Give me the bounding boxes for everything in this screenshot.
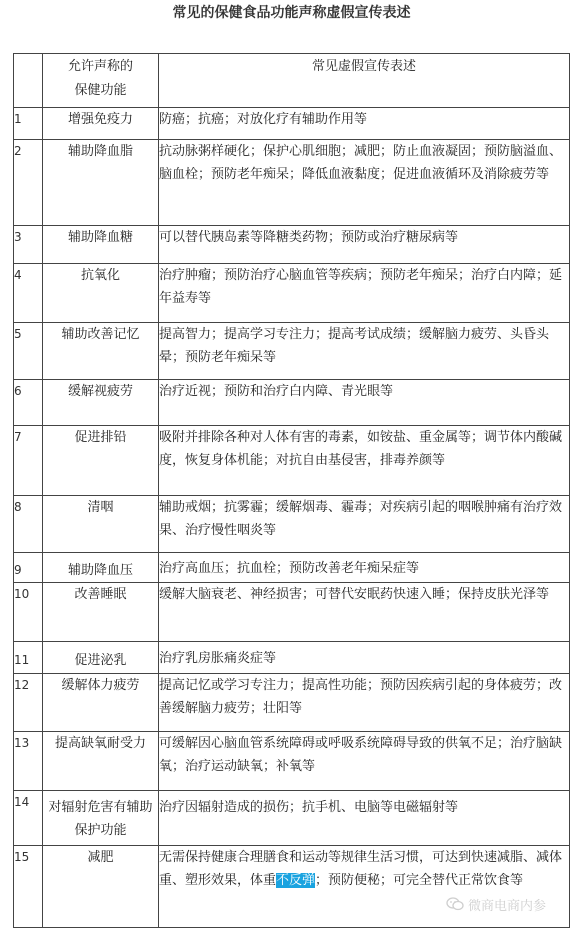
row-description: 治疗因辐射造成的损伤；抗手机、电脑等电磁辐射等 <box>159 791 570 846</box>
row-function: 促进泌乳 <box>43 642 159 674</box>
row-number: 3 <box>14 226 43 264</box>
row-function: 提高缺氧耐受力 <box>43 732 159 791</box>
row-description: 缓解大脑衰老、神经损害；可替代安眠药快速入睡；保持皮肤光泽等 <box>159 583 570 642</box>
row-description: 抗动脉粥样硬化；保护心肌细胞；减肥；防止血液凝固；预防脑溢血、脑血栓；预防老年痴呆；降低血液黏度；促进血液循环及消除疲劳等 <box>159 140 570 226</box>
row-function: 辅助改善记忆 <box>43 323 159 380</box>
selected-text-highlight[interactable]: 不反弹 <box>276 873 316 888</box>
row-number: 12 <box>14 674 43 732</box>
row-function: 辅助降血压 <box>43 553 159 583</box>
table-row <box>14 846 570 928</box>
row-number: 9 <box>14 553 43 583</box>
table-row <box>14 264 570 323</box>
table-row <box>14 496 570 553</box>
row-function: 对辐射危害有辅助保护功能 <box>43 791 159 846</box>
row-number: 14 <box>14 791 43 846</box>
table-row <box>14 583 570 642</box>
row-function: 改善睡眠 <box>43 583 159 642</box>
row-number: 10 <box>14 583 43 642</box>
row-description <box>159 846 570 928</box>
row-function: 促进排铅 <box>43 426 159 496</box>
row-function: 辅助降血糖 <box>43 226 159 264</box>
row-description: 辅助戒烟；抗雾霾；缓解烟毒、霾毒；对疾病引起的咽喉肿痛有治疗效果、治疗慢性咽炎等 <box>159 496 570 553</box>
header-function-line1: 允许声称的 <box>67 59 133 74</box>
row-number: 11 <box>14 642 43 674</box>
row-number: 4 <box>14 264 43 323</box>
header-number-cell <box>14 54 43 108</box>
row-number: 5 <box>14 323 43 380</box>
row-description: 提高智力；提高学习专注力；提高考试成绩；缓解脑力疲劳、头昏头晕；预防老年痴呆等 <box>159 323 570 380</box>
table-row <box>14 323 570 380</box>
table-row <box>14 426 570 496</box>
row-description: 防癌；抗癌；对放化疗有辅助作用等 <box>159 108 570 140</box>
table-row <box>14 140 570 226</box>
row-function: 缓解体力疲劳 <box>43 674 159 732</box>
table-row <box>14 226 570 264</box>
row-description: 可以替代胰岛素等降糖类药物；预防或治疗糖尿病等 <box>159 226 570 264</box>
row-function: 清咽 <box>43 496 159 553</box>
row-description: 治疗肿瘤；预防治疗心脑血管等疾病；预防老年痴呆；治疗白内障；延年益寿等 <box>159 264 570 323</box>
row-description: 治疗近视；预防和治疗白内障、青光眼等 <box>159 380 570 426</box>
table-row <box>14 380 570 426</box>
description-text-tail: ；预防便秘；可完全替代正常饮食等 <box>315 873 524 888</box>
table-header-row <box>14 54 570 108</box>
watermark-text: 微商电商内参 <box>468 898 547 914</box>
header-function-cell <box>43 54 159 108</box>
table-row <box>14 791 570 846</box>
page-title: 常见的保健食品功能声称虚假宣传表述 <box>172 5 411 21</box>
table-row <box>14 553 570 583</box>
row-number: 8 <box>14 496 43 553</box>
header-function-line2: 保健功能 <box>74 83 127 98</box>
table-row <box>14 732 570 791</box>
row-description: 可缓解因心脑血管系统障碍或呼吸系统障碍导致的供氧不足；治疗脑缺氧；治疗运动缺氧；补氧等 <box>159 732 570 791</box>
row-number: 1 <box>14 108 43 140</box>
row-function: 辅助降血脂 <box>43 140 159 226</box>
table-row <box>14 108 570 140</box>
row-description: 治疗乳房胀痛炎症等 <box>159 642 570 674</box>
row-function: 减肥 <box>43 846 159 928</box>
row-description: 治疗高血压；抗血栓；预防改善老年痴呆症等 <box>159 553 570 583</box>
row-number: 15 <box>14 846 43 928</box>
table-row <box>14 642 570 674</box>
row-function: 增强免疫力 <box>43 108 159 140</box>
row-number: 2 <box>14 140 43 226</box>
wechat-icon <box>446 897 464 911</box>
row-description: 吸附并排除各种对人体有害的毒素，如铵盐、重金属等；调节体内酸碱度，恢复身体机能；对抗自由基侵害，排毒养颜等 <box>159 426 570 496</box>
row-number: 7 <box>14 426 43 496</box>
header-description: 常见虚假宣传表述 <box>311 59 416 74</box>
table-row <box>14 674 570 732</box>
row-function: 抗氧化 <box>43 264 159 323</box>
row-number: 6 <box>14 380 43 426</box>
watermark <box>446 893 581 915</box>
row-description: 提高记忆或学习专注力；提高性功能；预防因疾病引起的身体疲劳；改善缓解脑力疲劳；壮阳等 <box>159 674 570 732</box>
row-function: 缓解视疲劳 <box>43 380 159 426</box>
description-text: 无需保持健康合理膳食和运动等规律生活习惯，可达到快速减脂、减体重、塑形效果，体重 <box>159 850 563 888</box>
row-number: 13 <box>14 732 43 791</box>
claims-table <box>13 53 570 928</box>
header-description-cell <box>159 54 570 108</box>
